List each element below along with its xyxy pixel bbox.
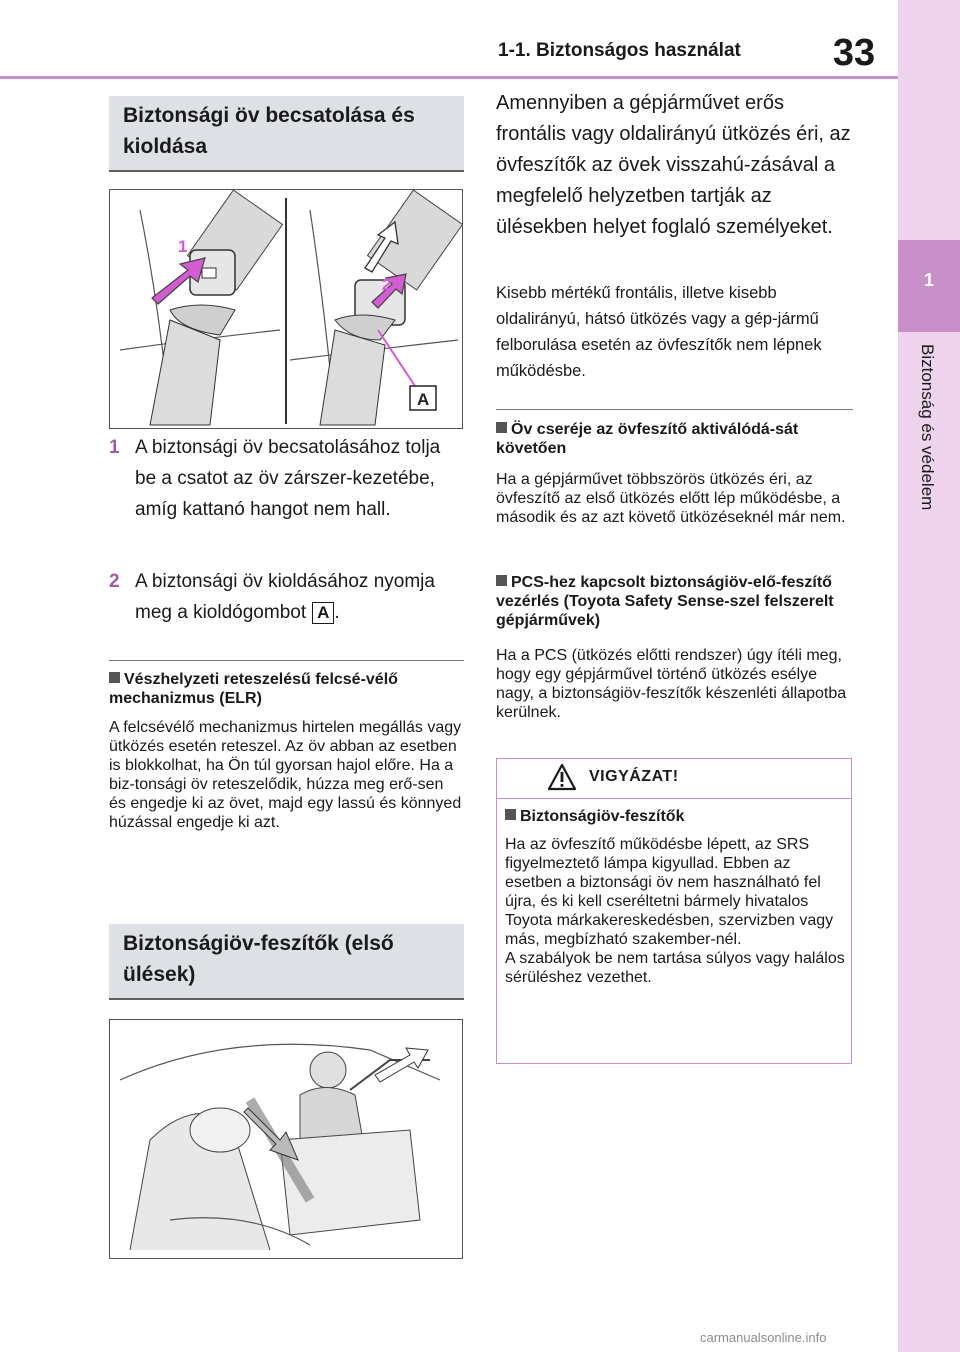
replacement-subheading-text: Öv cseréje az övfeszítő aktiválódá-sát követően xyxy=(496,421,799,457)
section-heading-buckle: Biztonsági öv becsatolása és kioldása xyxy=(109,96,464,172)
pretensioner-note: Kisebb mértékű frontális, illetve kisebb oldalirányú, hátsó ütközés vagy a gép-jármű felborulása esetén az övfeszítők nem lépnek működésbe. xyxy=(496,284,822,380)
chapter-title-container xyxy=(898,340,960,640)
pcs-subheading xyxy=(496,573,853,630)
square-bullet-icon xyxy=(496,422,507,433)
pcs-subheading-text: PCS-hez kapcsolt biztonságiöv-elő-feszítő vezérlés (Toyota Safety Sense-szel felszerelt gépjárművek) xyxy=(496,574,834,629)
divider xyxy=(109,660,464,661)
step-2 xyxy=(109,566,469,636)
elr-subheading xyxy=(109,670,464,708)
callout-1: 1 xyxy=(178,237,188,256)
chapter-number: 1 xyxy=(923,270,934,290)
square-bullet-icon xyxy=(496,575,507,586)
step-2-body xyxy=(135,566,465,628)
replacement-subheading xyxy=(496,420,853,458)
warning-box xyxy=(496,758,852,1064)
pcs-paragraph: Ha a PCS (ütközés előtti rendszer) úgy ítéli meg, hogy egy gépjárművel történő ütközés esélye nagy, a biztonságiöv-feszítők készenléti állapotba kerülnek. xyxy=(496,647,847,721)
step-1-number: 1 xyxy=(109,437,120,458)
callout-a: A xyxy=(417,390,430,409)
step-2-suffix: . xyxy=(334,602,340,623)
pretensioner-figure xyxy=(109,1019,463,1259)
divider xyxy=(496,409,853,410)
seatbelt-buckle-illustration xyxy=(110,190,462,428)
footer-watermark: carmanualsonline.info xyxy=(700,1330,827,1345)
warning-header xyxy=(497,759,851,799)
step-1 xyxy=(109,432,469,557)
elr-subheading-text: Vészhelyzeti reteszelésű felcsé-vélő mechanizmus (ELR) xyxy=(109,671,398,707)
step-2-text: A biztonsági öv kioldásához nyomja meg a kioldógombot xyxy=(135,571,435,623)
warning-subheading xyxy=(505,807,845,826)
header-title: 1-1. Biztonságos használat xyxy=(498,40,741,61)
chapter-sidebar xyxy=(898,0,960,1352)
pretensioner-intro: Amennyiben a gépjárművet erős frontális vagy oldalirányú ütközés éri, az övfeszítők az övek visszahú-zásával a megfelelő helyzetben tartják az ülésekben helyet foglaló személyeket. xyxy=(496,92,851,238)
warning-text: Ha az övfeszítő működésbe lépett, az SRS figyelmeztető lámpa kigyullad. Ebben az esetben a biztonsági öv nem használható fel újra, és ki kell cseréltetni bármely hivatalos Toyota márkakereskedésben, szervizben vagy más, megbízható szakember-nél. A szabályok be nem tartása súlyos vagy halálos sérüléshez vezethet. xyxy=(505,836,845,986)
car-interior-illustration xyxy=(110,1020,462,1258)
elr-paragraph: A felcsévélő mechanizmus hirtelen megállás vagy ütközés esetén reteszel. Az öv abban az esetben is blokkolhat, ha Ön túl gyorsan hajol előre. Ha a biz-tonsági öv reteszelődik, húzza meg erő-sen és engedje ki az övet, majd egy lassú és könnyed húzással engedje ki azt. xyxy=(109,719,462,831)
chapter-title: Biztonság és védelem xyxy=(918,344,937,511)
section-heading-pretensioners: Biztonságiöv-feszítők (első ülések) xyxy=(109,924,464,1000)
warning-triangle-icon xyxy=(547,763,577,791)
warning-subheading-text: Biztonságiöv-feszítők xyxy=(520,808,685,825)
step-2-number: 2 xyxy=(109,571,120,592)
square-bullet-icon xyxy=(505,809,516,820)
seatbelt-buckle-figure xyxy=(109,189,463,429)
header-divider xyxy=(0,76,898,79)
release-button-ref: A xyxy=(312,602,334,624)
warning-title: VIGYÁZAT! xyxy=(589,768,679,785)
square-bullet-icon xyxy=(109,672,120,683)
step-1-text: A biztonsági öv becsatolásához tolja be a csatot az öv zárszer-kezetébe, amíg kattanó hangot nem hall. xyxy=(135,437,441,520)
replacement-paragraph: Ha a gépjárművet többszörös ütközés éri, az övfeszítő az első ütközés előtt lép működésbe, a második és az azt követő ütközéseknél már nem. xyxy=(496,471,846,526)
callout-2: 2 xyxy=(382,275,392,294)
page-number: 33 xyxy=(832,32,876,74)
